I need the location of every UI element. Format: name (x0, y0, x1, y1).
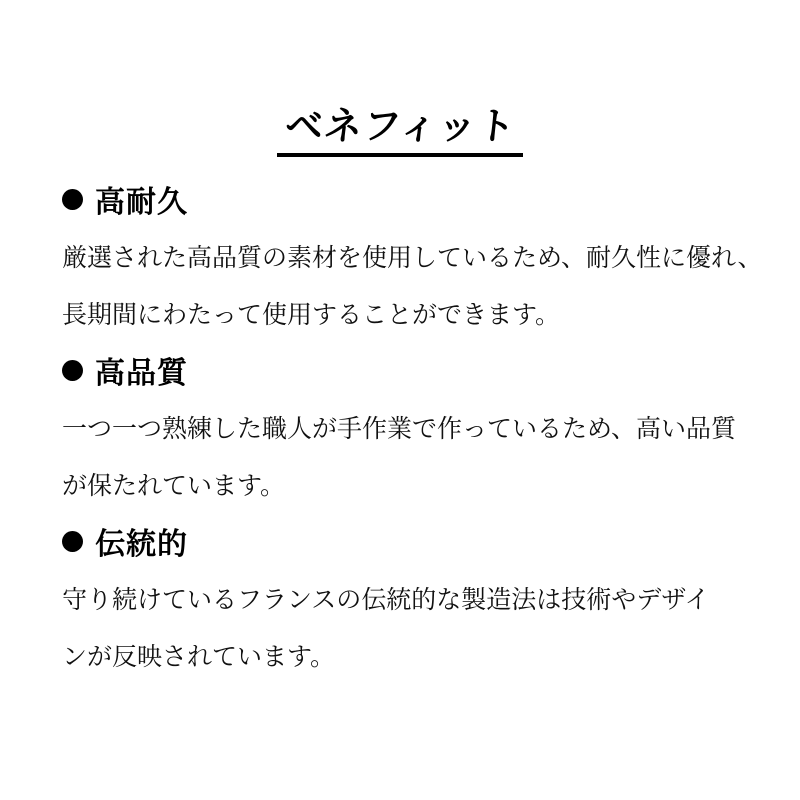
section-body-line: 守り続けているフランスの伝統的な製造法は技術やデザイ (62, 586, 710, 615)
section-heading-label: 高耐久 (95, 186, 188, 220)
page-title: ベネフィット (282, 106, 518, 148)
section-heading (0, 342, 800, 399)
section-heading-label: 伝統的 (95, 528, 188, 562)
benefit-section-durability (0, 171, 800, 342)
benefit-section-traditional (0, 513, 800, 684)
benefit-list (0, 171, 800, 684)
bullet-circle-icon (62, 360, 83, 381)
title-row (0, 0, 800, 157)
section-heading (0, 171, 800, 228)
bullet-circle-icon (62, 189, 83, 210)
section-body-line: 長期間にわたって使用することができます。 (62, 301, 561, 330)
section-body-line: が保たれています。 (62, 472, 286, 501)
section-body-line: ンが反映されています。 (62, 643, 336, 672)
section-body-line: 厳選された高品質の素材を使用しているため、耐久性に優れ、 (62, 244, 763, 273)
page-title-underline (277, 106, 524, 157)
section-heading-label: 高品質 (95, 357, 188, 391)
section-body-line: 一つ一つ熟練した職人が手作業で作っているため、高い品質 (62, 415, 737, 444)
section-heading (0, 513, 800, 570)
bullet-circle-icon (62, 531, 83, 552)
benefit-section-quality (0, 342, 800, 513)
